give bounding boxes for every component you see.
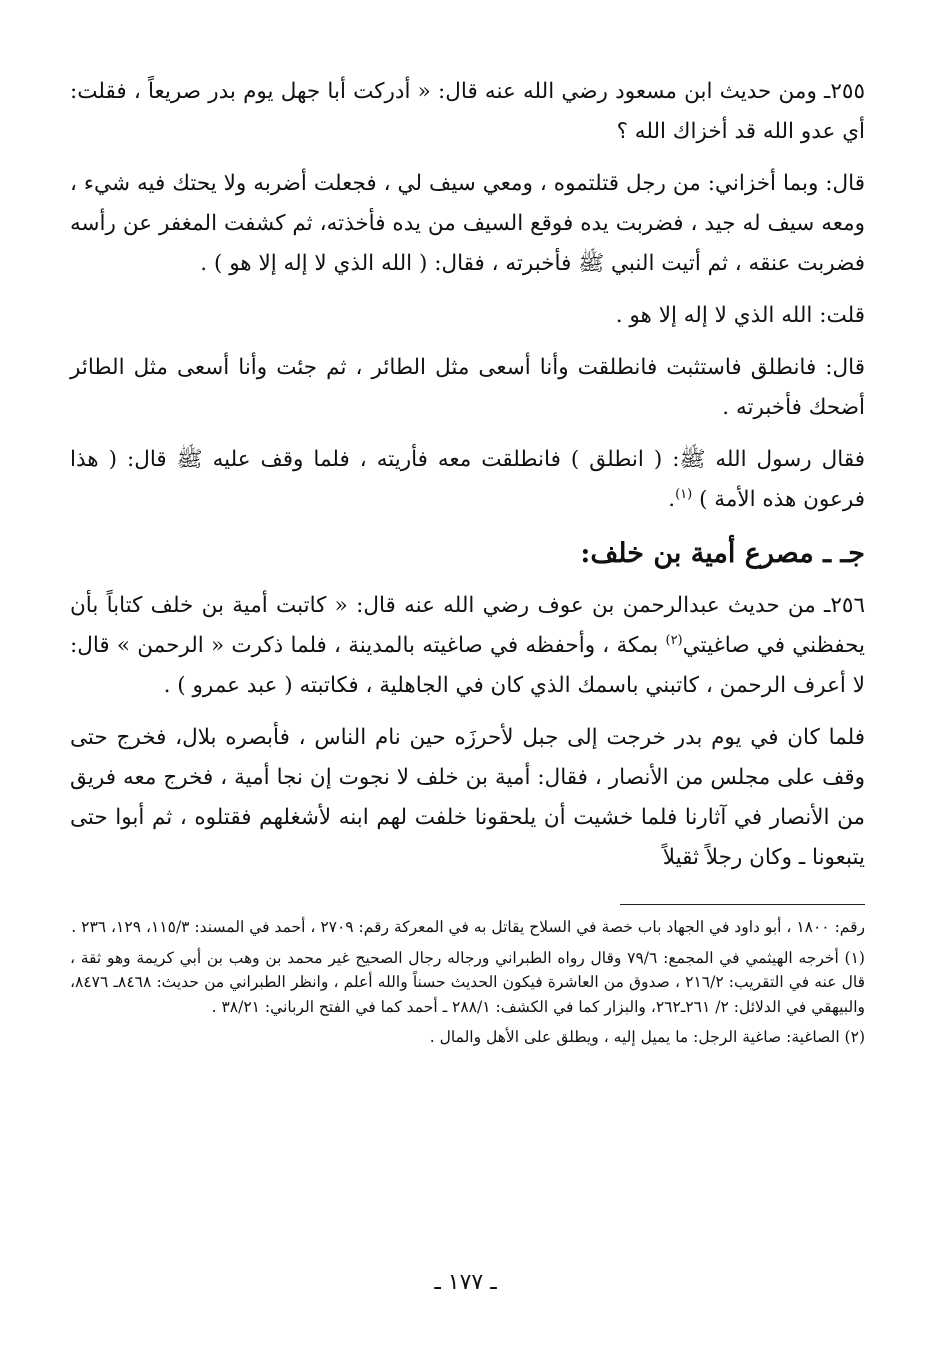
page-number: ـ ١٧٧ ـ [434, 1270, 497, 1295]
paragraph-6-part-b: بمكة ، وأحفظه في صاغيته بالمدينة ، فلما ذكرت « الرحمن » قال: لا أعرف الرحمن ، كاتبني باسمك الذي كان في الجاهلية ، فكاتبته ( عبد عمرو ) . [70, 633, 865, 698]
paragraph-hadith-255: ٢٥٥ـ ومن حديث ابن مسعود رضي الله عنه قال: « أدركت أبا جهل يوم بدر صريعاً ، فقلت: أي عدو الله قد أخزاك الله ؟ [70, 79, 865, 144]
paragraph-5-text: فقال رسول الله ﷺ: ( انطلق ) فانطلقت معه فأريته ، فلما وقف عليه ﷺ قال: ( هذا فرعون هذه الأمة ) [70, 447, 865, 512]
page-body [70, 72, 865, 1056]
paragraph-6-part-a: ٢٥٦ـ من حديث عبدالرحمن بن عوف رضي الله عنه قال: « كاتبت أمية بن خلف كتاباً بأن يحفظني في صاغيتي [70, 593, 865, 658]
section-heading: جـ ـ مصرع أمية بن خلف: [580, 538, 865, 569]
footnote-1: (١) أخرجه الهيثمي في المجمع: ٧٩/٦ وقال رواه الطبراني ورجاله رجال الصحيح غير محمد بن وهب بن أبي كريمة وهو ثقة ، قال عنه في التقريب: ٢١٦/٢ ، صدوق من العاشرة فيكون الحديث حسناً والله أعلم ، وانظر الطبراني من حديث: ٨٤٦٨ـ ٨٤٧٦، والبيهقي في الدلائل: ٢/ ٢٦١ـ٢٦٢، والبزار كما في الكشف: ٢٨٨/١ ـ أحمد كما في الفتح الرباني: ٣٨/٢١ . [70, 948, 866, 1016]
paragraph-hadith-256 [70, 586, 865, 706]
paragraph-4: قال: فانطلق فاستثبت فانطلقت وأنا أسعى مثل الطائر ، ثم جئت وأنا أسعى مثل الطائر أضحك فأخبرته . [70, 355, 865, 420]
footnote-continued: رقم: ١٨٠٠ ، أبو داود في الجهاد باب خصة في السلاح يقاتل به في المعركة رقم: ٢٧٠٩ ، أحمد في المسند: ١١٥/٣، ١٢٩، ٢٣٦ . [71, 918, 865, 936]
footnote-ref-2[interactable]: (٢) [665, 632, 683, 648]
footnote-ref-1[interactable]: (١) [675, 486, 693, 502]
paragraph-7: فلما كان في يوم بدر خرجت إلى جبل لأحرزَه حين نام الناس ، فأبصره بلال، فخرج حتى وقف على مجلس من الأنصار ، فقال: أمية بن خلف لا نجوت إن نجا أمية ، فخرج معه فريق من الأنصار في آثارنا فلما خشيت أن يلحقونا خلفت لهم ابنه لأشغلهم فقتلوه ، ثم أبوا حتى يتبعونا ـ وكان رجلاً ثقيلاً [70, 725, 865, 870]
paragraph-5 [70, 440, 865, 520]
footnote-2: (٢) الصاغية: صاغية الرجل: ما يميل إليه ، ويطلق على الأهل والمال . [429, 1028, 865, 1046]
footnote-separator [620, 904, 865, 905]
paragraph-5-end: . [668, 487, 676, 512]
paragraph-3: قلت: الله الذي لا إله إلا هو . [615, 303, 865, 328]
paragraph-2: قال: وبما أخزاني: من رجل قتلتموه ، ومعي سيف لي ، فجعلت أضربه ولا يحتك فيه شيء ، ومعه سيف له جيد ، فضربت يده فوقع السيف من يده فأخذته، ثم كشفت المغفر عن رأسه فضربت عنقه ، ثم أتيت النبي ﷺ فأخبرته ، فقال: ( الله الذي لا إله إلا هو ) . [70, 171, 865, 276]
